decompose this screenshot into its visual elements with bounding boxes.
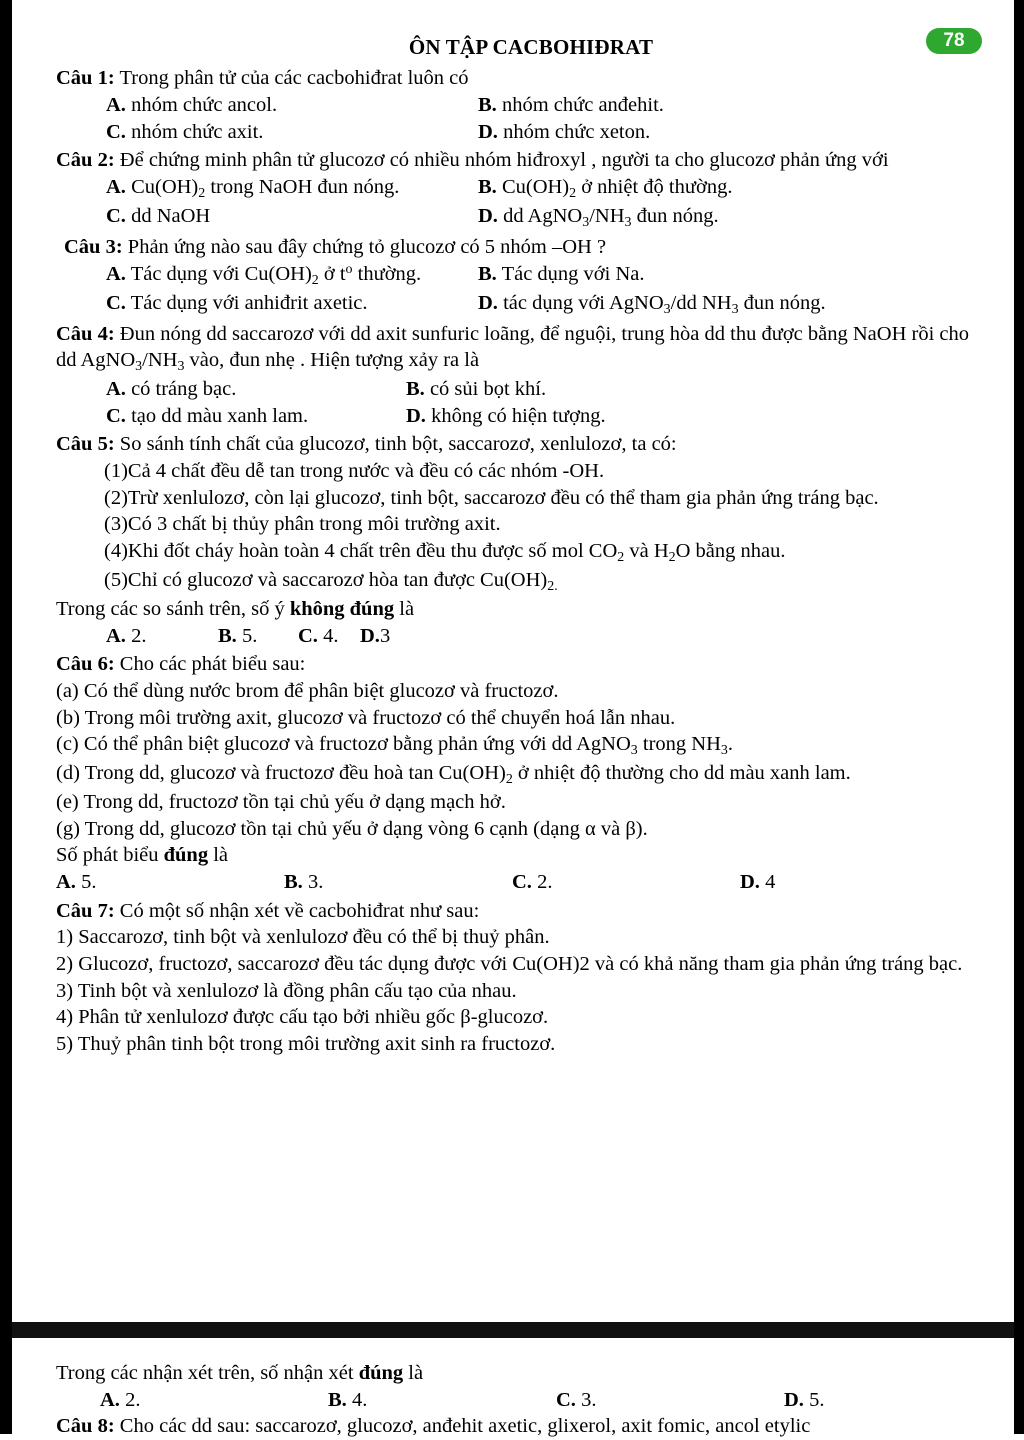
question-1 [56,65,976,145]
question-6-label: Câu 6: [56,653,115,676]
question-7 [56,898,976,1058]
question-3-option-d[interactable] [478,290,826,319]
option-key: D. [740,871,760,894]
question-1-text: Trong phân tử của các cacbohiđrat luôn có [119,67,469,90]
option-text: tác dụng với AgNO$_3$/dd $NH_3$ đun nóng. [503,291,826,317]
question-7-option-d[interactable] [784,1387,824,1414]
question-7-option-a[interactable] [100,1387,328,1414]
question-3-option-b[interactable] [478,261,645,290]
question-4-option-d[interactable] [406,403,606,430]
question-6-statement-b [56,705,976,732]
question-6 [56,651,976,895]
statement-text: Có 3 chất bị thủy phân trong môi trường axit. [127,513,501,536]
question-6-closing: Số phát biểu đúng là [56,844,229,867]
question-7-label: Câu 7: [56,899,115,922]
question-7-option-c[interactable] [556,1387,784,1414]
option-key: B. [478,262,497,285]
option-text: 4. [323,624,339,647]
statement-number: (a) [56,679,79,702]
question-6-option-a[interactable] [56,869,284,896]
question-5-closing: Trong các so sánh trên, số ý không đúng là [56,597,415,620]
question-1-label: Câu 1: [56,67,115,90]
question-2-label: Câu 2: [56,149,115,172]
option-key: D. [406,404,426,427]
question-2-option-c[interactable] [106,203,478,232]
option-key: C. [106,204,126,227]
option-key: C. [106,291,126,314]
option-text: 4. [351,1388,368,1411]
question-1-options-row-1 [56,92,976,119]
question-1-option-a[interactable] [106,92,478,119]
question-2-option-b[interactable] [478,174,732,203]
option-key: D. [478,204,498,227]
option-text: nhóm chức anđehit. [501,93,664,116]
statement-number: 3) [56,979,74,1002]
statement-number: (b) [56,706,80,729]
statement-text: Trong môi trường axit, glucozơ và fructozơ có thể chuyển hoá lẫn nhau. [84,706,676,729]
statement-number: (3) [104,513,128,536]
question-5-option-c[interactable] [298,623,360,650]
question-3-options-row-1 [56,261,976,290]
option-text: không có hiện tượng. [431,404,606,427]
option-key: A. [106,378,126,401]
option-text: 5. [809,1388,825,1411]
statement-text: Trong dd, glucozơ tồn tại chủ yếu ở dạng vòng 6 cạnh (dạng α và β). [84,817,648,840]
question-7-stem [56,898,976,925]
statement-text: Trong dd, glucozơ và fructozơ đều hoà $\tan Cu(OH)_2$ ở nhiệt độ thường cho dd màu xanh lam. [84,762,851,788]
option-key: C. [512,871,532,894]
option-key: B. [218,624,237,647]
statement-text: Có thể phân biệt glucozơ và fructozơ bằng phản ứng với dd AgNO$_3$ trong $NH_3$. [83,733,733,759]
statement-number: (g) [56,817,80,840]
question-3-option-c[interactable] [106,290,478,319]
statement-number: (d) [56,762,80,785]
option-key: D. [784,1388,804,1411]
question-3-label: Câu 3: [64,235,123,258]
statement-number: (4) [104,539,128,562]
statement-text: Chỉ có glucozơ và saccarozơ hòa tan được $Cu(OH)_{2.}$ [127,568,558,594]
option-key: C. [556,1388,576,1411]
option-text: nhóm chức ancol. [131,93,278,116]
question-8-stem [56,1413,976,1440]
question-4-label: Câu 4: [56,322,115,345]
question-4-text: Đun nóng dd saccarozơ với dd axit sunfuric loãng, để nguội, trung hòa dd thu được bằng NaOH rồi cho dd $AgNO_3/NH_3$ vào, đun nhẹ . Hiện tượng xảy ra là [56,322,970,375]
option-text: có sủi bọt khí. [429,378,547,401]
scan-fold-band [12,1322,1014,1338]
question-1-option-b[interactable] [478,92,664,119]
option-text: Tác dụng với Na. [501,262,645,285]
question-1-option-c[interactable] [106,119,478,146]
option-text: 5. [81,871,97,894]
question-2-options-row-1 [56,174,976,203]
option-text: 2. [125,1388,141,1411]
question-4 [56,321,976,430]
statement-number: (e) [56,791,79,814]
question-4-options-row-2 [56,403,976,430]
option-key: A. [106,262,126,285]
question-5-stem [56,431,976,458]
document-content-bottom [56,1360,976,1440]
question-6-options-row [56,869,976,896]
question-5-option-a[interactable] [106,623,218,650]
option-key: D. [478,120,498,143]
option-key: A. [106,624,126,647]
question-3-stem [56,234,976,261]
option-key: B. [478,93,497,116]
question-2-option-a[interactable] [106,174,478,203]
option-key: D. [360,624,380,647]
question-3-option-a[interactable] [106,261,478,290]
option-text: 2. [131,624,147,647]
question-6-option-d[interactable] [740,869,775,896]
statement-text: Khi đốt cháy hoàn toàn 4 chất trên đều thu được số mol $CO_2$ và $H_2O$ bằng nhau. [127,539,786,565]
question-2-stem [56,147,976,174]
option-text: dd NaOH [131,204,211,227]
question-4-option-a[interactable] [106,376,406,403]
scan-edge-right [1014,0,1024,1434]
question-6-statement-c [56,731,976,760]
option-text: Tác dụng với anhiđrit axetic. [130,291,368,314]
statement-text: Trừ xenlulozơ, còn lại glucozơ, tinh bột, saccarozơ đều có thể tham gia phản ứng tráng bạc. [127,486,879,509]
option-key: B. [328,1388,347,1411]
option-key: A. [106,175,126,198]
statement-text: Trong dd, fructozơ tồn tại chủ yếu ở dạng mạch hở. [83,791,506,814]
option-text: 3. [581,1388,597,1411]
question-2-options-row-2 [56,203,976,232]
question-5-statement-1 [56,458,976,485]
question-1-stem [56,65,976,92]
question-6-statement-d [56,760,976,789]
statement-number: 4) [56,1006,74,1029]
statement-number: 2) [56,953,74,976]
question-1-options-row-2 [56,119,976,146]
question-6-statement-e [56,789,976,816]
statement-text: Cả 4 chất đều dễ tan trong nước và đều có các nhóm -OH. [127,460,605,483]
statement-text: Phân tử xenlulozơ được cấu tạo bởi nhiều gốc β-glucozơ. [78,1006,549,1029]
question-6-statement-g [56,816,976,843]
option-text: 3. [307,871,324,894]
option-key: A. [100,1388,120,1411]
option-text: $Cu(OH)_2$ trong NaOH đun nóng. [131,175,400,201]
question-7-statement-3 [56,978,976,1005]
option-text: có tráng bạc. [131,378,237,401]
statement-number: 1) [56,926,74,949]
option-key: A. [56,871,76,894]
question-7-statement-1 [56,924,976,951]
option-text: Tác dụng với $Cu(OH)_2$ ở $t^o$ thường. [130,261,422,288]
option-key: B. [284,871,303,894]
question-6-statement-a [56,678,976,705]
document-content [56,22,976,1058]
question-3-options-row-2 [56,290,976,319]
question-6-stem [56,651,976,678]
option-key: B. [406,378,425,401]
question-7-statement-4 [56,1004,976,1031]
question-6-option-c[interactable] [512,869,740,896]
question-8-text: Cho các dd sau: saccarozơ, glucozơ, anđehit axetic, glixerol, axit fomic, ancol etylic [119,1415,811,1438]
question-3 [56,234,976,319]
question-5-option-b[interactable] [218,623,298,650]
question-5-statement-3 [56,511,976,538]
page-number-badge: 78 [926,28,982,54]
statement-text: Tinh bột và xenlulozơ là đồng phân cấu tạo của nhau. [77,979,517,1002]
question-4-stem [56,321,976,377]
option-text: dd $AgNO_3/NH_3$ đun nóng. [503,204,719,230]
question-2 [56,147,976,232]
option-key: A. [106,93,126,116]
question-5-label: Câu 5: [56,433,115,456]
question-7-text: Có một số nhận xét về cacbohiđrat như sau: [119,899,480,922]
question-7-options-row [56,1387,976,1414]
option-text: 4 [765,871,776,894]
statement-number: (c) [56,733,79,756]
question-5-options-row [56,623,976,650]
statement-number: (2) [104,486,128,509]
statement-text: Saccarozơ, tinh bột và xenlulozơ đều có thể bị thuỷ phân. [78,926,550,949]
question-5-option-d[interactable] [360,623,390,650]
question-6-text: Cho các phát biểu sau: [119,653,306,676]
question-7-option-b[interactable] [328,1387,556,1414]
question-7-closing: Trong các nhận xét trên, số nhận xét đúng là [56,1362,424,1384]
page-title: ÔN TẬP CACBOHIĐRAT [408,35,654,59]
option-key: B. [478,175,497,198]
question-5-statement-2 [56,485,976,512]
option-key: C. [106,404,126,427]
question-4-options-row-1 [56,376,976,403]
question-3-text: Phản ứng nào sau đây chứng tỏ glucozơ có 5 nhóm –OH ? [127,235,607,258]
statement-number: (5) [104,568,128,591]
option-text: nhóm chức axit. [131,120,264,143]
statement-number: 5) [56,1032,74,1055]
question-5-statement-5 [56,567,976,596]
question-4-option-c[interactable] [106,403,406,430]
question-2-option-d[interactable] [478,203,719,232]
statement-text: Glucozơ, fructozơ, saccarozơ đều tác dụng được với Cu(OH)2 và có khả năng tham gia phản ứng tráng bạc. [78,953,963,976]
question-5-text: So sánh tính chất của glucozơ, tinh bột, saccarozơ, xenlulozơ, ta có: [119,433,677,456]
option-text: $Cu(OH)_2$ ở nhiệt độ thường. [501,175,733,201]
option-key: C. [106,120,126,143]
question-4-option-b[interactable] [406,376,546,403]
question-5-statement-4 [56,538,976,567]
statement-text: Có thể dùng nước brom để phân biệt glucozơ và fructozơ. [83,679,559,702]
question-6-option-b[interactable] [284,869,512,896]
option-text: 2. [537,871,553,894]
option-text: nhóm chức xeton. [503,120,651,143]
question-7-statement-5 [56,1031,976,1058]
statement-text: Thuỷ phân tinh bột trong môi trường axit sinh ra fructozơ. [77,1032,556,1055]
option-text: tạo dd màu xanh lam. [131,404,309,427]
question-1-option-d[interactable] [478,119,650,146]
option-text: 5. [241,624,258,647]
question-8-label: Câu 8: [56,1415,115,1438]
option-key: D. [478,291,498,314]
scan-edge-left [0,0,12,1434]
question-2-text: Để chứng minh phân tử glucozơ có nhiều nhóm hiđroxyl , người ta cho glucozơ phản ứng với [119,149,889,172]
question-5 [56,431,976,649]
option-text: 3 [379,624,391,647]
statement-number: (1) [104,460,128,483]
option-key: C. [298,624,318,647]
question-7-statement-2 [56,951,976,978]
